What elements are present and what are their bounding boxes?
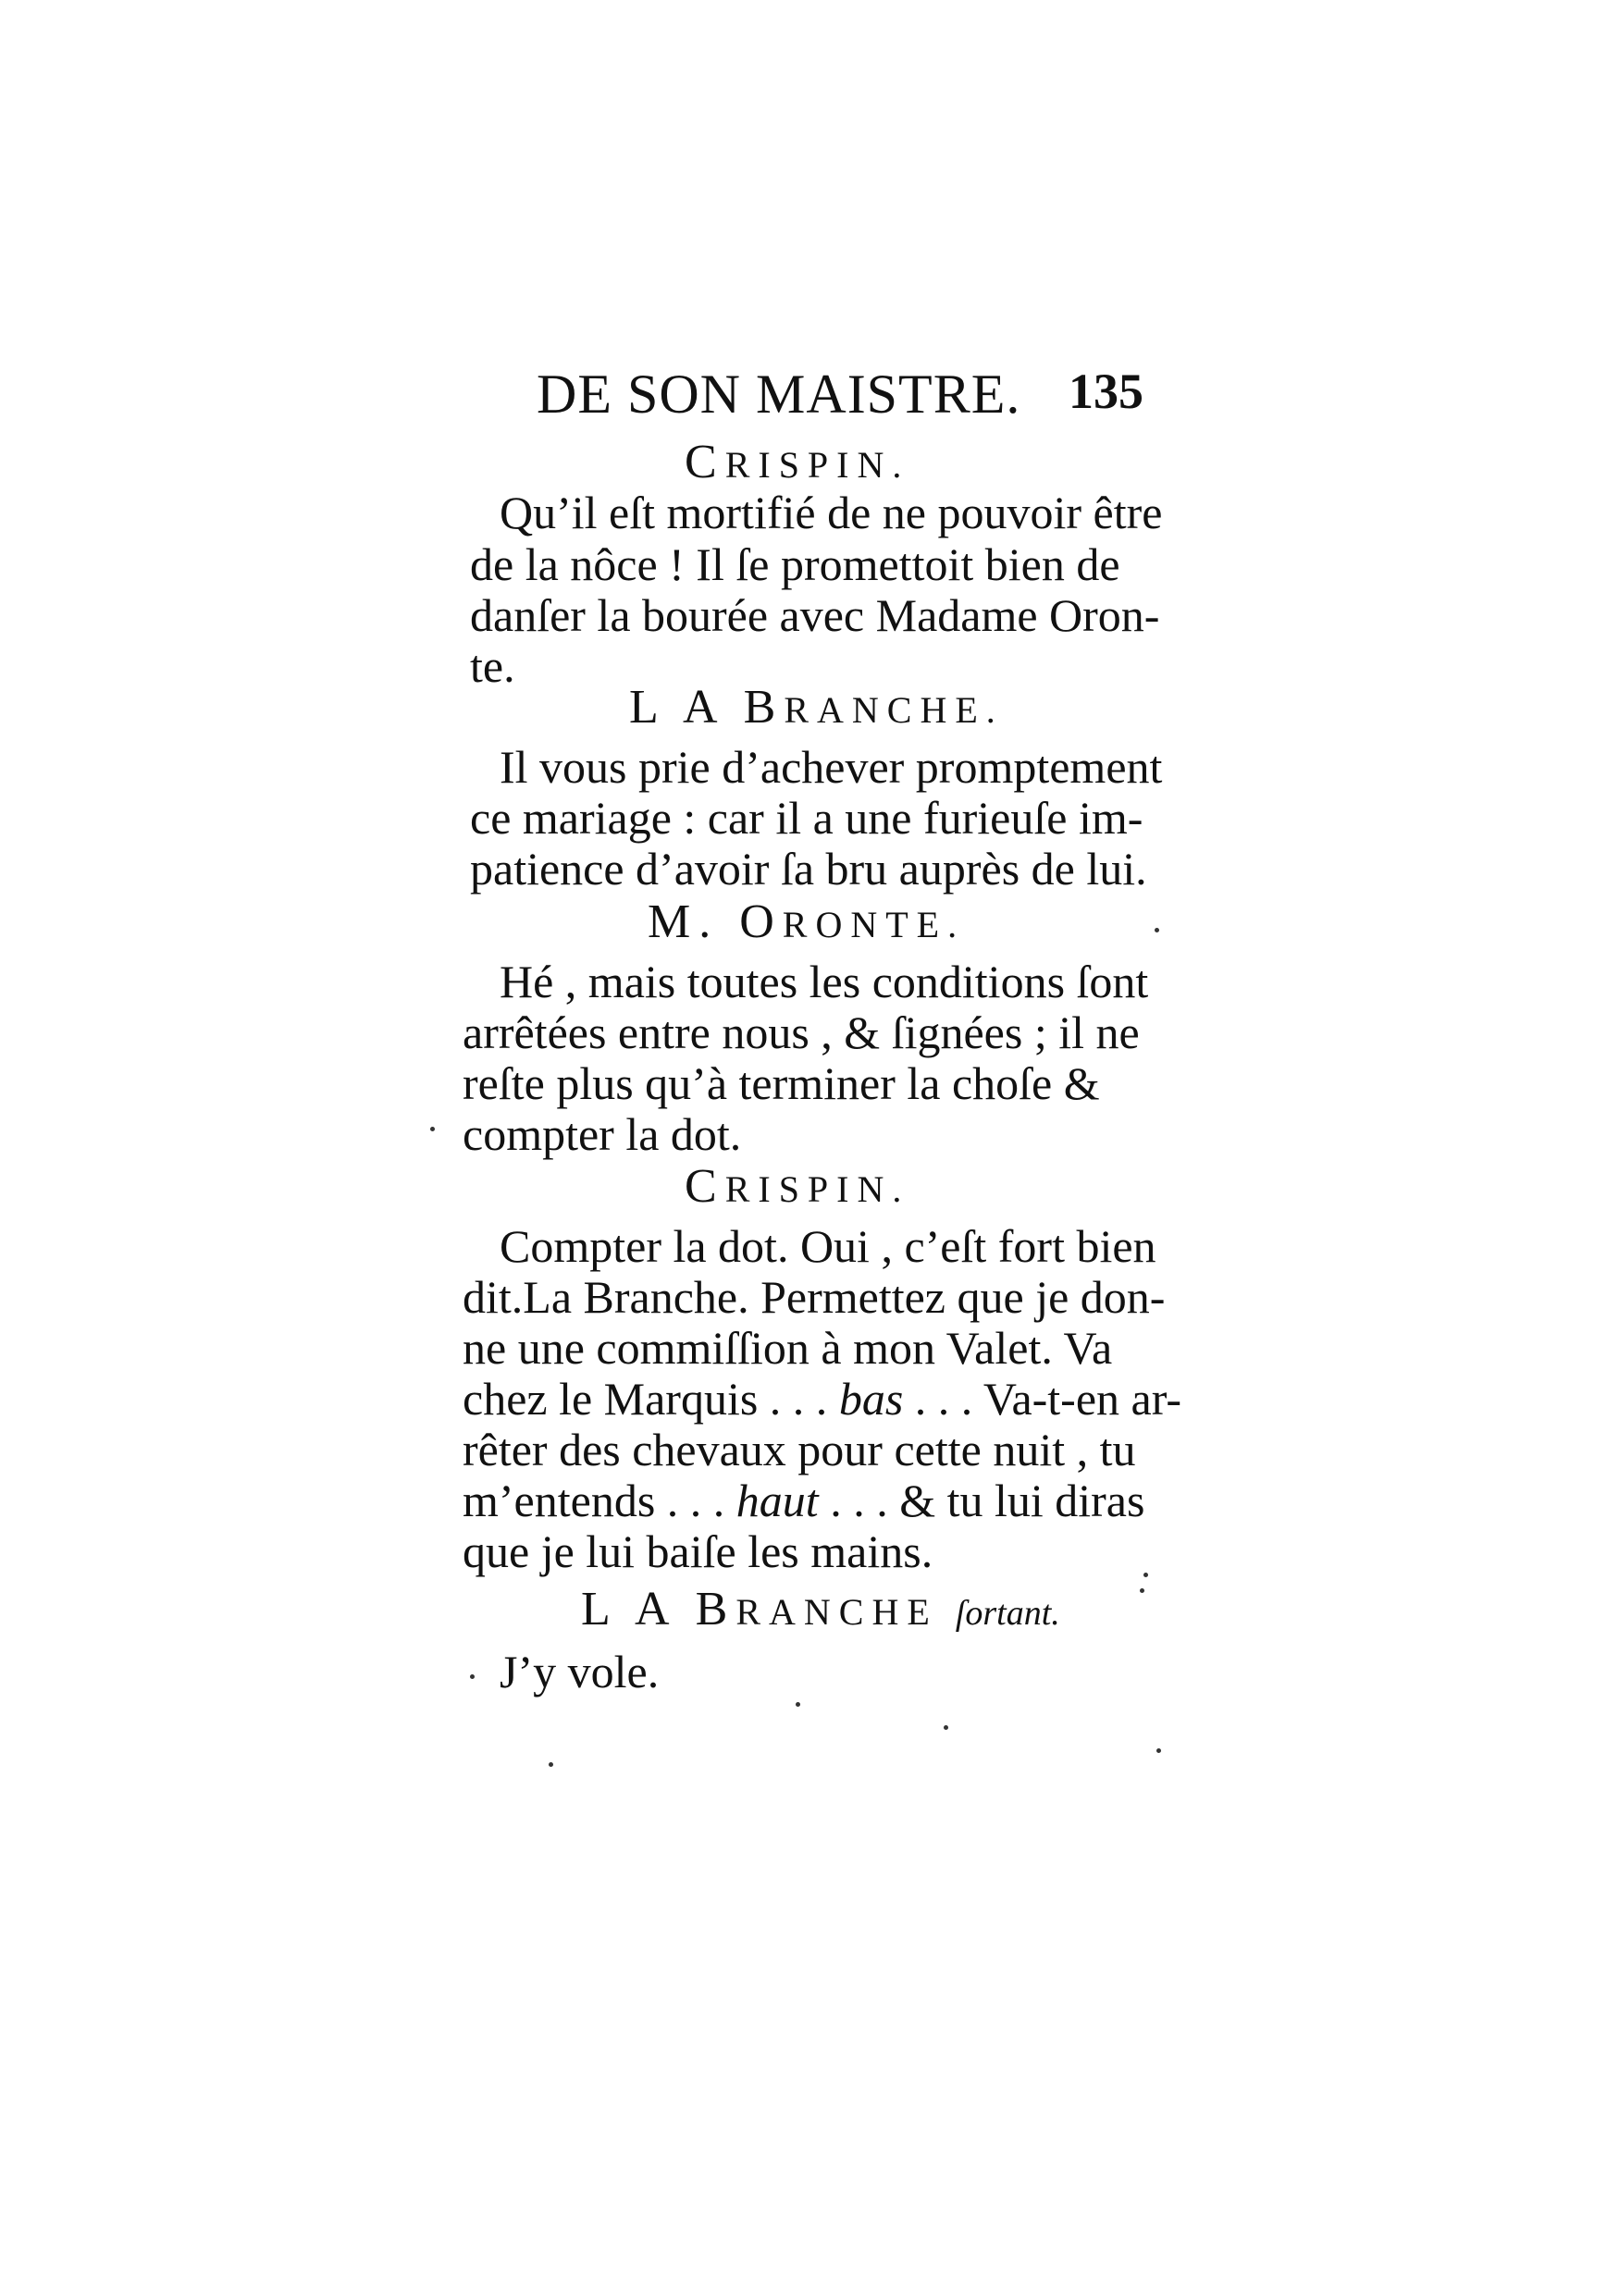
verse-line: Qu’il eſt mortifié de ne pouvoir être [500, 487, 1163, 538]
verse-line: que je lui baiſe les mains. [463, 1525, 933, 1577]
stage-direction: ſortant. [955, 1594, 1060, 1633]
verse-line [463, 1474, 1144, 1527]
speaker-rest: RANCHE. [784, 689, 1004, 731]
scan-speck [470, 1674, 475, 1679]
scan-speck [1143, 1573, 1148, 1577]
speaker-initial: C [685, 436, 725, 488]
speaker-initial: L A B [629, 681, 785, 734]
verse-line: compter la dot. [463, 1108, 742, 1160]
speaker-initial: M. O [648, 895, 783, 948]
speaker-heading-la-branche [629, 680, 1004, 734]
page-number: 135 [1069, 364, 1143, 419]
speaker-heading-crispin [685, 1159, 909, 1214]
speaker-rest: RONTE. [782, 904, 966, 945]
speaker-initial: C [685, 1160, 725, 1213]
speaker-heading-m-oronte [648, 895, 965, 949]
verse-text: m’entends . . . [463, 1475, 736, 1526]
verse-text: . . . Va-t-en ar- [903, 1373, 1182, 1425]
verse-line: Hé , mais toutes les conditions ſont [500, 956, 1149, 1007]
scan-speck [796, 1702, 800, 1707]
verse-line: Compter la dot. Oui , c’eſt fort bien [500, 1220, 1156, 1272]
stage-aside: bas [838, 1373, 904, 1425]
scan-speck [944, 1725, 948, 1730]
scan-speck [430, 1127, 435, 1131]
speaker-rest: RISPIN. [724, 1168, 910, 1210]
verse-line [463, 1372, 1181, 1426]
speaker-rest: RISPIN. [724, 444, 910, 486]
verse-line: ce mariage : car il a une furieuſe im- [470, 792, 1143, 844]
verse-line: rêter des chevaux pour cette nuit , tu [463, 1424, 1136, 1475]
scan-speck [1155, 928, 1159, 932]
verse-line: dit.La Branche. Permettez que je don- [463, 1271, 1166, 1323]
verse-line: de la nôce ! Il ſe promettoit bien de [470, 538, 1120, 590]
scan-speck [549, 1762, 553, 1767]
speaker-initial: L A B [581, 1583, 736, 1636]
running-title: DE SON MAISTRE. [537, 364, 1021, 425]
verse-line: Il vous prie d’achever promptement [500, 741, 1163, 793]
verse-line: patience d’avoir ſa bru auprès de lui. [470, 843, 1147, 895]
speaker-heading-la-branche [581, 1582, 1060, 1636]
verse-line: J’y vole. [500, 1646, 660, 1697]
verse-line: danſer la bourée avec Madame Oron- [470, 589, 1160, 641]
verse-text: chez le Marquis . . . [463, 1373, 839, 1425]
stage-aside: haut [735, 1475, 819, 1526]
speaker-heading-crispin [685, 435, 909, 489]
verse-line: te. [470, 640, 515, 692]
speaker-rest: RANCHE [735, 1591, 938, 1633]
scan-speck [1140, 1588, 1144, 1593]
verse-line: arrêtées entre nous , & ſignées ; il ne [463, 1006, 1140, 1058]
verse-line: ne une commiſſion à mon Valet. Va [463, 1322, 1113, 1374]
verse-line: reſte plus qu’à terminer la choſe & [463, 1057, 1100, 1109]
verse-text: . . . & tu lui diras [818, 1475, 1145, 1526]
scan-speck [1156, 1748, 1161, 1753]
